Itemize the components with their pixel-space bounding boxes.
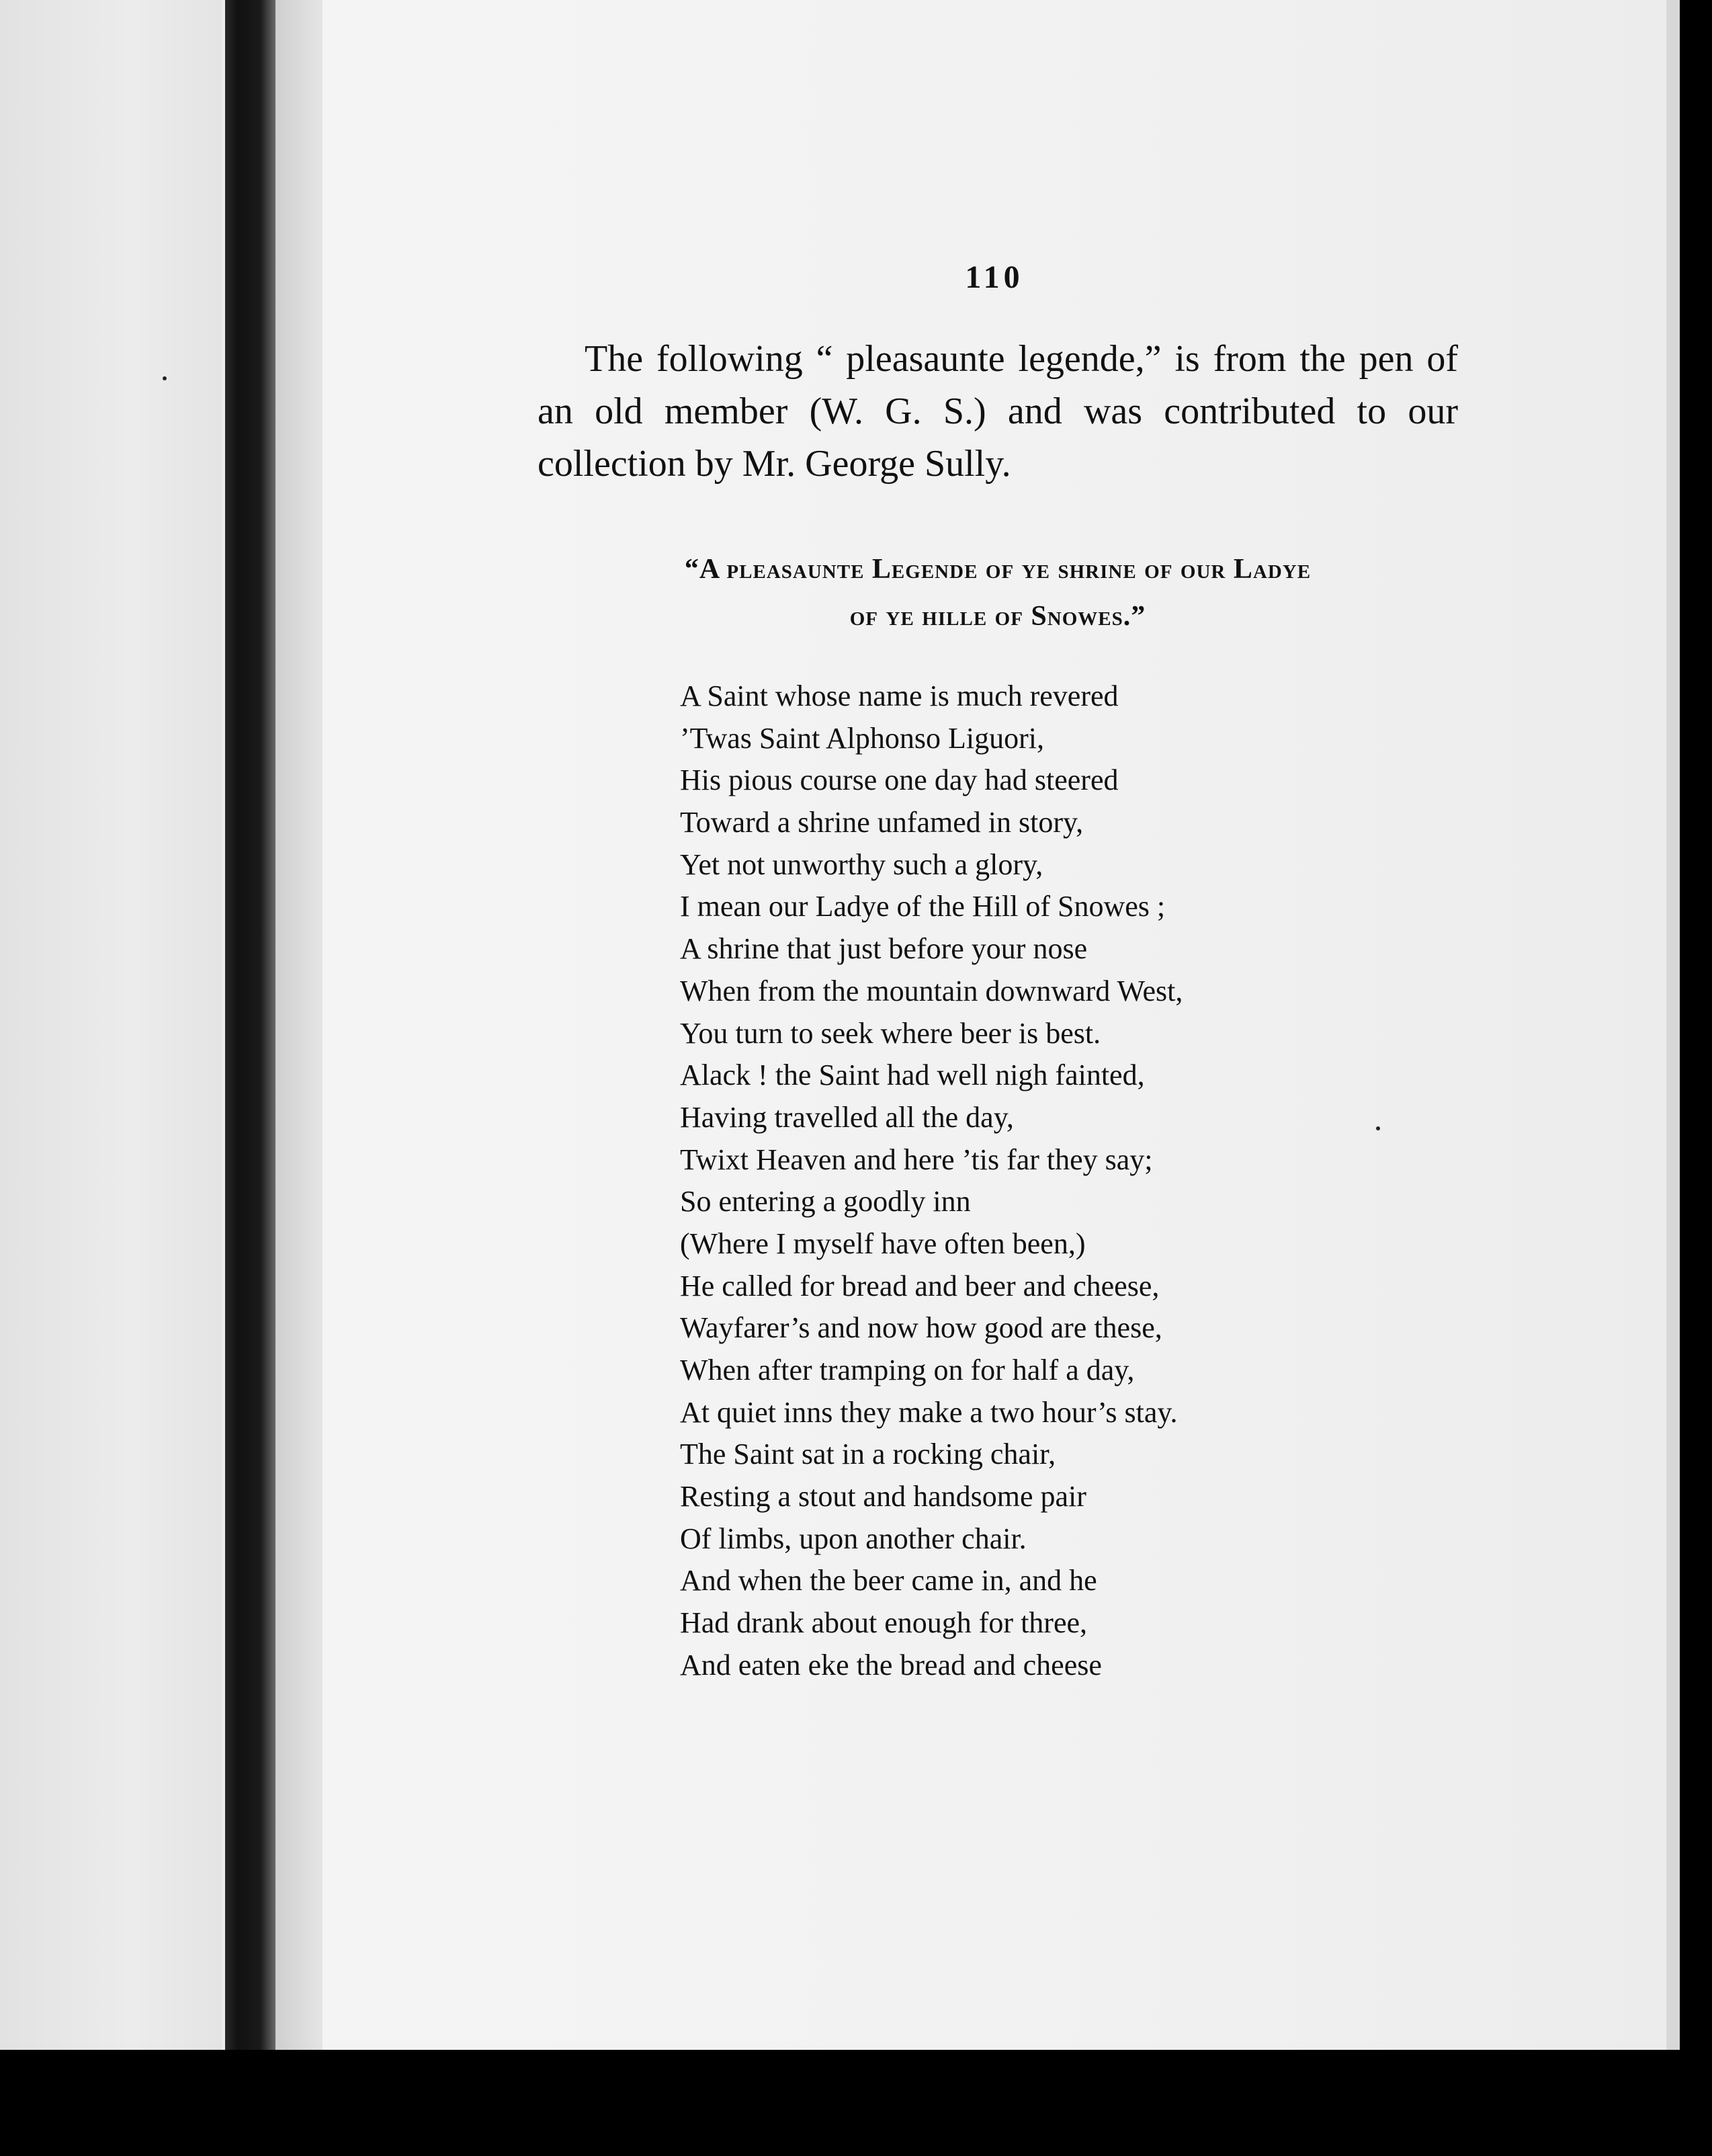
poem-line: (Where I myself have often been,) xyxy=(680,1227,1086,1260)
page-number: 110 xyxy=(965,259,1024,295)
poem-line: ’Twas Saint Alphonso Liguori, xyxy=(680,721,1045,755)
poem-title xyxy=(538,546,1458,640)
poem-line: Wayfarer’s and now how good are these, xyxy=(680,1311,1162,1345)
poem-line: When after tramping on for half a day, xyxy=(680,1354,1135,1386)
poem-line: When from the mountain downward West, xyxy=(680,974,1183,1007)
poem-line: His pious course one day had steered xyxy=(680,763,1119,797)
poem-line: And eaten eke the bread and cheese xyxy=(680,1648,1102,1682)
left-page xyxy=(0,0,222,2050)
poem-line: I mean our Ladye of the Hill of Snowes ; xyxy=(680,890,1166,923)
poem-line: Alack ! the Saint had well nigh fainted, xyxy=(680,1059,1145,1092)
poem-line: Of limbs, upon another chair. xyxy=(680,1522,1027,1555)
poem-line: He called for bread and beer and cheese, xyxy=(680,1269,1160,1302)
page-edge xyxy=(1666,0,1680,2050)
poem-line: Resting a stout and handsome pair xyxy=(680,1480,1086,1514)
poem-line: And when the beer came in, and he xyxy=(680,1564,1097,1598)
poem-line: Twixt Heaven and here ’tis far they say; xyxy=(680,1143,1153,1176)
poem-line: The Saint sat in a rocking chair, xyxy=(680,1438,1056,1471)
poem-line: You turn to seek where beer is best. xyxy=(680,1016,1101,1050)
poem-line: Had drank about enough for three, xyxy=(680,1606,1088,1640)
poem-line: A Saint whose name is much revered xyxy=(680,679,1119,712)
intro-paragraph: The following “ pleasaunte legende,” is from the pen of an old member (W. G. S.) and was contributed to our collection by Mr. George Sully. xyxy=(538,338,1458,485)
scan-speck xyxy=(163,376,167,380)
poem-title-line-2: of ye hille of Snowes.” xyxy=(849,601,1146,632)
poem-body xyxy=(680,675,1473,1687)
poem-title-line-1: “A pleasaunte Legende of ye shrine of our Ladye xyxy=(684,554,1312,585)
poem-line: Having travelled all the day, xyxy=(680,1100,1014,1134)
poem-line: So entering a goodly inn xyxy=(680,1185,971,1218)
poem-line: A shrine that just before your nose xyxy=(680,932,1088,966)
poem-line: Yet not unworthy such a glory, xyxy=(680,847,1043,881)
poem-line: Toward a shrine unfamed in story, xyxy=(680,806,1084,839)
poem-line: At quiet inns they make a two hour’s stay. xyxy=(680,1395,1178,1429)
book-gutter xyxy=(225,0,275,2050)
